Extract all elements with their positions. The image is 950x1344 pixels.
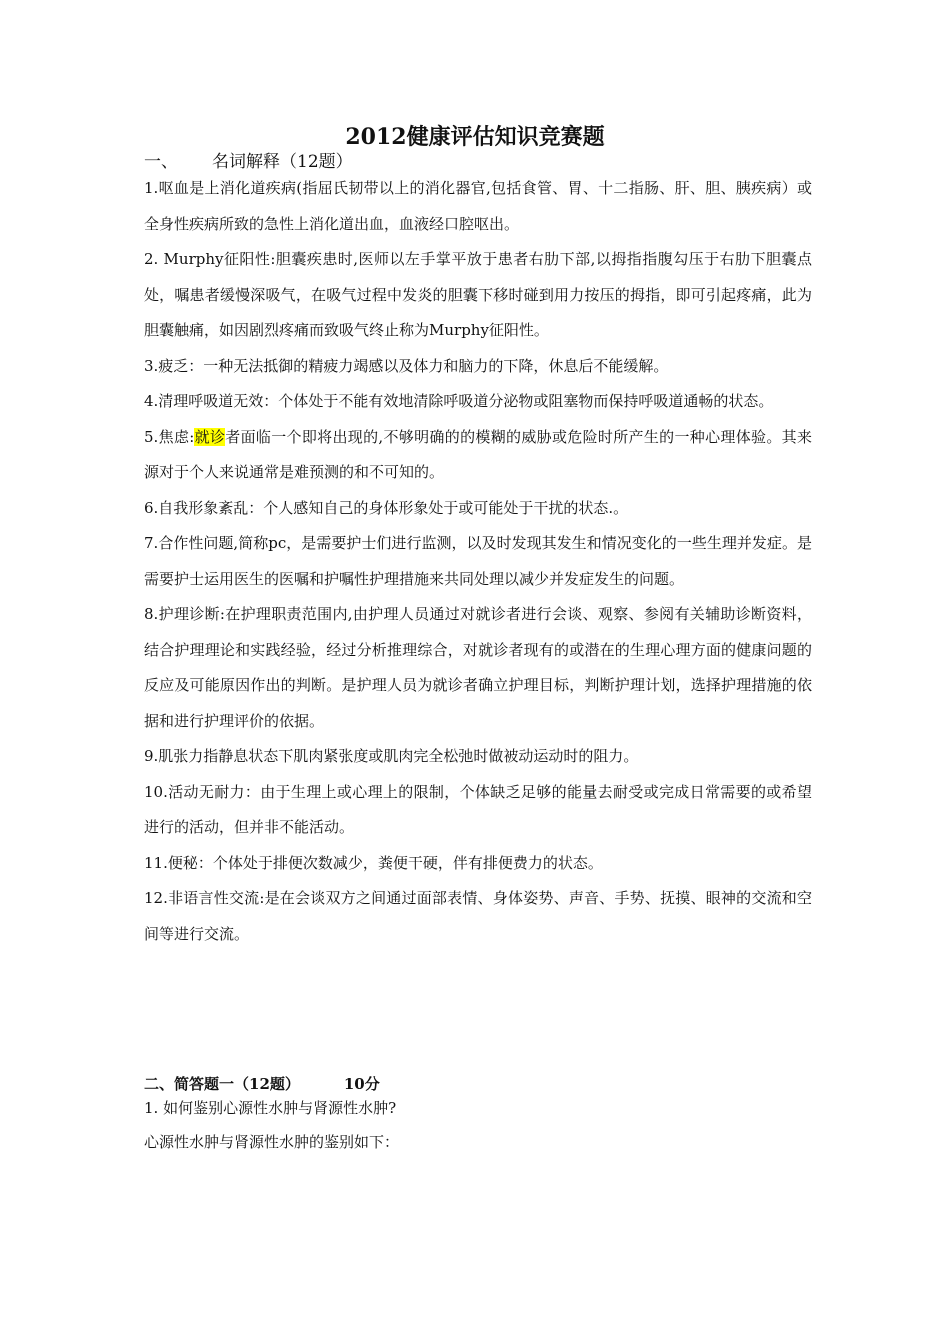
section2-score: 10分 (343, 1075, 380, 1093)
question-1-answer-intro: 心源性水肿与肾源性水肿的鉴别如下： (144, 1133, 400, 1151)
term-11: 11.便秘：个体处于排便次数减少，粪便干硬，伴有排便费力的状态。 (144, 853, 603, 872)
term-12: 12.非语言性交流:是在会谈双方之间通过面部表情、身体姿势、声音、手势、抚摸、眼神的交流和空间等进行交流。 (144, 889, 812, 943)
term-5-prefix: 5.焦虑: (144, 427, 195, 446)
term-3: 3.疲乏：一种无法抵御的精疲力竭感以及体力和脑力的下降，休息后不能缓解。 (144, 356, 669, 375)
section2-heading (144, 1072, 380, 1096)
question-1: 1. 如何鉴别心源性水肿与肾源性水肿? (144, 1099, 397, 1117)
term-8: 8.护理诊断:在护理职责范围内,由护理人员通过对就诊者进行会谈、观察、参阅有关辅助诊断资料，结合护理理论和实践经验，经过分析推理综合，对就诊者现有的或潜在的生理心理方面的健康问题的反应及可能原因作出的判断。是护理人员为就诊者确立护理目标，判断护理计划，选择护理措施的依据和进行护理评价的依据。 (144, 605, 812, 730)
term-4: 4.清理呼吸道无效：个体处于不能有效地清除呼吸道分泌物或阻塞物而保持呼吸道通畅的状态。 (144, 392, 774, 410)
term-1: 1.呕血是上消化道疾病(指屈氏韧带以上的消化器官,包括食管、胃、十二指肠、肝、胆、胰疾病）或全身性疾病所致的急性上消化道出血，血液经口腔呕出。 (144, 179, 812, 233)
term-6: 6.自我形象紊乱：个人感知自己的身体形象处于或可能处于干扰的状态.。 (144, 498, 629, 517)
highlighted-text: 就诊 (194, 427, 226, 446)
section1-title: 名词解释（12题） (212, 152, 353, 172)
term-5-rest: 者面临一个即将出现的,不够明确的的模糊的威胁或危险时所产生的一种心理体验。其来源对于个人来说通常是难预测的和不可知的。 (144, 427, 812, 481)
term-10: 10.活动无耐力：由于生理上或心理上的限制，个体缺乏足够的能量去耐受或完成日常需要的或希望进行的活动，但并非不能活动。 (144, 782, 812, 836)
term-2: 2. Murphy征阳性:胆囊疾患时,医师以左手掌平放于患者右肋下部,以拇指指腹勾压于右肋下胆囊点处，嘱患者缓慢深吸气，在吸气过程中发炎的胆囊下移时碰到用力按压的拇指，即可引起疼痛，此为胆囊触痛，如因剧烈疼痛而致吸气终止称为Murphy征阳性。 (144, 250, 812, 339)
term-9: 9.肌张力指静息状态下肌肉紧张度或肌肉完全松弛时做被动运动时的阻力。 (144, 747, 639, 765)
term-7: 7.合作性问题,简称pc，是需要护士们进行监测，以及时发现其发生和情况变化的一些生理并发症。是需要护士运用医生的医嘱和护嘱性护理措施来共同处理以减少并发症发生的问题。 (144, 534, 812, 588)
section2-title: 二、简答题一（12题） (144, 1075, 300, 1093)
term-5 (144, 420, 812, 491)
terms-list (144, 171, 812, 952)
page-title: 2012健康评估知识竞赛题 (345, 124, 605, 150)
section1-number: 一、 (144, 152, 178, 172)
